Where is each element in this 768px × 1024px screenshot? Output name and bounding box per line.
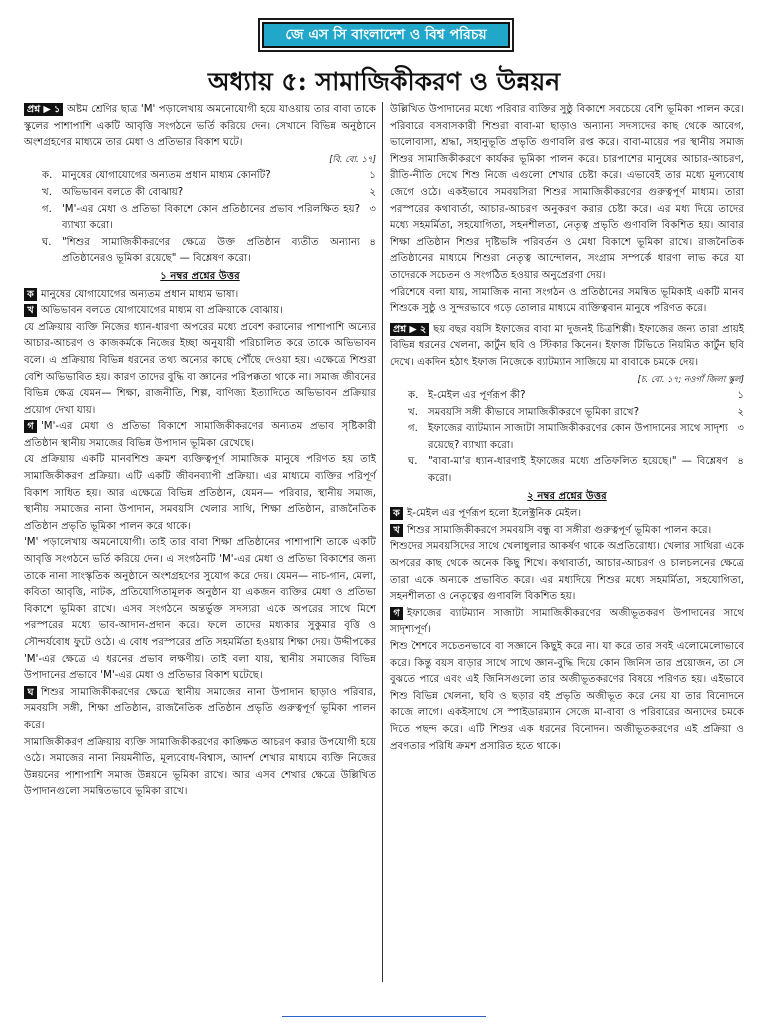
q2-part-gha-text: "বাবা-মা'র ধ্যান-ধারণাই ইফাজের মধ্যে প্রতিফলিত হয়েছে।" — বিশ্লেষণ করো। [428, 456, 728, 485]
q1-ans-gha-2: সামাজিকীকরণ প্রক্রিয়ায় ব্যক্তি সামাজিকীকরণের কাঙ্ক্ষিত আচরণ করার উপযোগী হয়ে ওঠে। সমাজের নানা নিয়মনীতি, মূল্যবোধ-বিশ্বাস, আদর্শ শেখার মাধ্যমে ব্যক্তি নিজের উন্নয়নের পাশাপাশি সমাজ উন্নয়নে ভূমিকা রাখে। আর এসব শেখার ক্ষেত্রে উল্লিখিত উপাদানগুলো সমন্বিতভাবে ভূমিকা রাখে। [24, 736, 376, 798]
q1-ans-ga-tag: গ [24, 420, 37, 433]
q1-stem: অষ্টম শ্রেণির ছাত্র 'M' পড়ালেখায় অমনোযোগী হয়ে যাওয়ায় তার বাবা তাকে স্কুলের পাশাপাশি একটি আবৃত্তি সংগঠনে ভর্তি করিয়ে দেন। সেখানে বিভিন্ন অনুষ্ঠানে অংশগ্রহণের মাধ্যমে তার মেধা ও প্রতিভার বিকাশ ঘটে। [24, 104, 376, 149]
q1-ans-kha-2: যে প্রক্রিয়ায় ব্যক্তি নিজের ধ্যান-ধারণা অপরের মধ্যে প্রবেশ করানোর পাশাপাশি অন্যের আচার-আচরণ ও কাজকর্মকে নিজের ইচ্ছা অনুযায়ী পরিচালিত করে তাকে অভিভাবন বলে। এ প্রক্রিয়ায় বিভিন্ন ধরনের তথ্য অন্যের কাছে পৌঁছে দেওয়া হয়। এক্ষেত্রে শিশুরা বেশি অভিভাবিত হয়। কারণ তাদের বুদ্ধি বা জ্ঞানের পরিপক্কতা থাকে না। সমাজ জীবনের বিভিন্ন ক্ষেত্র যেমন— শিক্ষা, রাজনীতি, শিল্প, বাণিজ্য ইত্যাদিতে অভিভাবন প্রক্রিয়ার প্রয়োগ দেখা যায়। [24, 321, 376, 416]
q1-part-ga-key: গ. [42, 203, 52, 215]
q2-ans-ga-tag: গ [390, 607, 403, 620]
q2-part-ka-key: ক. [408, 390, 419, 402]
q2-ans-ga-1-text: ইফাজের ব্যাটম্যান সাজাটা সামাজিকীকরণের অজীভূতকরণ উপাদানের সাথে সাদৃশ্যপূর্ণ। [390, 607, 744, 636]
q2-tag: প্রশ্ন ▶ ২ [390, 323, 429, 336]
q1-part-ga [24, 202, 376, 235]
q2-part-gha [390, 454, 744, 487]
q2-part-ga-marks: ৩ [737, 423, 744, 435]
q1-part-gha-key: ঘ. [42, 236, 52, 248]
column-divider [382, 102, 383, 982]
q1-part-kha-marks: ২ [369, 186, 376, 198]
q1-part-ka-key: ক. [42, 170, 53, 182]
q2-part-kha-text: সমবয়সি সঙ্গী কীভাবে সামাজিকীকরণে ভূমিকা রাখে? [428, 406, 639, 418]
q1-ans-kha-1-text: অভিভাবন বলতে যোগাযোগের মাধ্যম বা প্রক্রিয়াকে বোঝায়। [41, 305, 283, 317]
q1-part-ka-marks: ১ [369, 170, 376, 182]
bottom-rule [282, 1016, 486, 1017]
q2-part-ga-text: ইফাজের ব্যাটম্যান সাজাটা সামাজিকীকরণের কোন উপাদানের সাথে সাদৃশ্য রয়েছে? ব্যাখ্যা করো। [428, 423, 728, 451]
left-column [24, 102, 376, 801]
q2-ans-kha-1-text: শিশুর সামাজিকীকরণে সমবয়সি বন্ধু বা সঙ্গীরা গুরুত্বপূর্ণ ভূমিকা পালন করে। [407, 524, 712, 536]
right-column [390, 102, 744, 755]
q1-ans-gha-3: উল্লিখিত উপাদানের মধ্যে পরিবার ব্যক্তির সুষ্ঠু বিকাশে সবচেয়ে বেশি ভূমিকা পালন করে। পরিবারে বসবাসকারী শিশুরা বাবা-মা ছাড়াও অন্যান্য সদস্যদের কাছ থেকে আবেগ, ভালোবাসা, শ্রদ্ধা, সহানুভূতি প্রভৃতি গুণাবলি রপ্ত করে। বাবা-মায়ের পর স্থানীয় সমাজ শিশুর সামাজিকীকরণে কার্যকর ভূমিকা পালন করে। চারপাশের মানুষের আচার-আচরণ, রীতি-নীতি দেখে শিশু নিজে এগুলো শেখার চেষ্টা করে। এভাবেই তার মধ্যে মূল্যবোধ জেগে ওঠে। একইভাবে সমবয়সিরা শিশুর সামাজিকীকরণের গুরুত্বপূর্ণ মাধ্যম। তারা পরস্পরের কথাবার্তা, আচার-আচরণ অনুকরণ করার চেষ্টা করে। এর মধ্য দিয়ে তাদের মধ্যে সহমর্মিতা, সহযোগিতা, সহনশীলতা, নেতৃত্ব প্রভৃতি গুণাবলি বিকশিত হয়। আবার শিক্ষা প্রতিষ্ঠান শিশুর দৃষ্টিভঙ্গি পরিবর্তন ও মেধা বিকাশে ভূমিকা রাখে। রাজনৈতিক প্রতিষ্ঠানের মাধ্যমে শিশুরা নেতৃত্ব আন্দোলন, সংগ্রাম সম্পর্কে ধারণা লাভ করে যা তাদেরকে সচেতন ও সংগঠিত হওয়ার অনুপ্রেরণা দেয়। [390, 104, 744, 281]
q1-part-gha-text: "শিশুর সামাজিকীকরণের ক্ষেত্রে উক্ত প্রতিষ্ঠান ব্যতীত অন্যান্য প্রতিষ্ঠানেরও ভূমিকা রয়েছে" — বিশ্লেষণ করো। [62, 236, 360, 265]
q2-part-kha [390, 405, 744, 422]
q1-ans-ga-2: যে প্রক্রিয়ায় একটি মানবশিশু ক্রমশ ব্যক্তিত্বপূর্ণ সামাজিক মানুষে পরিণত হয় তাই সামাজিকীকরণ প্রক্রিয়া। এটি একটি জীবনব্যাপী প্রক্রিয়া। এর মাধ্যমে ব্যক্তির পরিপূর্ণ বিকাশ সাধিত হয়। আর এক্ষেত্রে বিভিন্ন প্রতিষ্ঠান, যেমন— পরিবার, স্থানীয় সমাজ, স্থানীয় সমাজের নানা উপাদান, সমবয়সি খেলার সাথি, শিক্ষা প্রতিষ্ঠান, রাজনৈতিক প্রতিষ্ঠান প্রভৃতি ভূমিকা পালন করে থাকে। [24, 454, 376, 532]
q2-part-ga-key: গ. [408, 423, 418, 435]
q2-part-ka-text: ই-মেইল এর পূর্ণরূপ কী? [428, 390, 526, 402]
q2-part-gha-key: ঘ. [408, 456, 418, 468]
q1-ans-ga-3: 'M' পড়ালেখায় অমনোযোগী। তাই তার বাবা শিক্ষা প্রতিষ্ঠানের পাশাপাশি তাকে একটি আবৃত্তি সংগঠনে ভর্তি করিয়ে দেন। এ সংগঠনটি 'M'-এর মেধা ও প্রতিভা বিকাশের জন্য তাকে নানা সাংস্কৃতিক অনুষ্ঠানে অংশগ্রহণের সুযোগ করে দেয়। যেমন— নাচ-গান, মেলা, কবিতা আবৃত্তি, নাটক, প্রতিযোগিতামূলক অনুষ্ঠান যা একজন ব্যক্তির মেধা ও প্রতিভা বিকাশে ভূমিকা রাখে। এসব সংগঠনে অন্তর্ভুক্ত সদস্যরা একে অপরের সাথে মিশে পরস্পরের মধ্যে ভাব-আদান-প্রদান করে। ফলে তাদের মধ্যকার সুকুমার বৃত্তি ও সৌন্দর্যবোধ ফুটে ওঠে। এ বোধ পরস্পরের প্রতি সহমর্মিতা হওয়ায় শিক্ষা দেয়। উদ্দীপকের 'M'-এর ক্ষেত্রে এ ধরনের প্রভাব লক্ষণীয়। তাই বলা যায়, স্থানীয় সমাজের বিভিন্ন উপাদানের প্রভাবে 'M'-এর মেধা ও প্রতিভার বিকাশ ঘটেছে। [24, 537, 376, 682]
q2-part-ga [390, 421, 744, 454]
q2-part-kha-key: খ. [408, 406, 418, 418]
q1-part-gha-marks: ৪ [369, 236, 376, 248]
q1-part-kha [24, 185, 376, 202]
q1-part-ka-text: মানুষের যোগাযোগের অন্যতম প্রধান মাধ্যম কোনটি? [62, 170, 271, 182]
q1-ans-gha-4: পরিশেষে বলা যায়, সামাজিক নানা সংগঠন ও প্রতিষ্ঠানের সমন্বিত ভূমিকাই একটি মানব শিশুকে সুষ্ঠু ও সুন্দরভাবে গড়ে তোলার মাধ্যমে ব্যক্তিত্ববান মানুষে পরিণত করে। [390, 286, 744, 315]
q2-ans-kha-1 [390, 523, 744, 540]
q2-ans-ga-1 [390, 606, 744, 639]
q1-ans-ga-1-text: 'M'-এর মেধা ও প্রতিভা বিকাশে সামাজিকীকরণের অন্যতম প্রভাব সৃষ্টিকারী প্রতিষ্ঠান স্থানীয় সমাজের বিভিন্ন উপাদান ভূমিকা রেখেছে। [24, 421, 376, 449]
q1-stem-para [24, 102, 376, 152]
q2-part-ka-marks: ১ [737, 390, 744, 402]
q1-part-kha-text: অভিভাবন বলতে কী বোঝায়? [62, 186, 184, 198]
q1-ans-ka [24, 287, 376, 304]
chapter-title: অধ্যায় ৫: সামাজিকীকরণ ও উন্নয়ন [207, 67, 561, 96]
q1-answer-heading: ১ নম্বর প্রশ্নের উত্তর [160, 270, 240, 282]
q2-stem-para [390, 322, 744, 372]
q2-stem: ছয় বছর বয়সি ইফাজের বাবা মা দুজনই চিত্রশিল্পী। ইফাজের জন্য তারা প্রায়ই বিভিন্ন ধরনের খেলনা, কার্টুন ছবি ও স্টিকার কিনেন। ইফাজ টিভিতে নিয়মিত কার্টুন ছবি দেখে। একদিন হঠাৎ ইফাজ নিজেকে ব্যাটম্যান সাজিয়ে মা বাবাকে চমকে দেয়। [390, 323, 744, 368]
q1-part-ga-marks: ৩ [369, 203, 376, 215]
q2-part-gha-marks: ৪ [737, 456, 744, 468]
q1-part-ka [24, 168, 376, 185]
q1-ans-kha-1 [24, 303, 376, 320]
q1-tag: প্রশ্ন ▶ ১ [24, 103, 63, 116]
q1-ans-gha-1-text: শিশুর সামাজিকীকরণের ক্ষেত্রে স্থানীয় সমাজের নানা উপাদান ছাড়াও পরিবার, সমবয়সি সঙ্গী, শিক্ষা প্রতিষ্ঠান, রাজনৈতিক প্রতিষ্ঠান প্রভৃতি গুরুত্বপূর্ণ ভূমিকা পালন করে। [24, 686, 376, 731]
q1-ans-ka-tag: ক [24, 288, 37, 301]
q1-part-kha-key: খ. [42, 186, 52, 198]
q1-ans-ka-text: মানুষের যোগাযোগের অন্যতম প্রধান মাধ্যম ভাষা। [41, 288, 239, 300]
q2-ans-ka [390, 506, 744, 523]
q1-ans-kha-tag: খ [24, 304, 37, 317]
q1-part-gha [24, 235, 376, 268]
q2-part-kha-marks: ২ [737, 406, 744, 418]
q1-part-ga-text: 'M'-এর মেধা ও প্রতিভা বিকাশে কোন প্রতিষ্ঠানের প্রভাব পরিলক্ষিত হয়? ব্যাখ্যা করো। [62, 203, 360, 232]
q1-ans-gha-1 [24, 685, 376, 735]
subject-banner-frame [258, 18, 514, 52]
q2-part-ka [390, 388, 744, 405]
q2-answer-heading: ২ নম্বর প্রশ্নের উত্তর [527, 490, 607, 502]
q2-ans-ka-tag: ক [390, 507, 403, 520]
q2-ans-kha-2: শিশুদের সমবয়সিদের সাথে খেলাধুলার আকর্ষণ থাকে অপ্রতিরোধ্য। খেলার সাথিরা একে অপরের কাছ থেকে অনেক কিছু শিখে। কথাবার্তা, আচার-আচরণ ও চালচলনের ক্ষেত্রে তারা একে অন্যকে প্রভাবিত করে। এর মধ্যদিয়ে শিশুর মধ্যে সহমর্মিতা, সহযোগিতা, সহনশীলতা ও নেতৃত্বের গুণাবলি বিকশিত হয়। [390, 541, 744, 603]
q1-source: [বি. বো. ১৭] [329, 154, 376, 165]
q2-ans-ka-text: ই-মেইল এর পূর্ণরূপ হলো ইলেক্ট্রনিক মেইল। [407, 508, 582, 520]
q2-ans-kha-tag: খ [390, 524, 403, 537]
q1-ans-gha-tag: ঘ [24, 686, 37, 699]
q2-ans-ga-2: শিশু শৈশবে সচেতনভাবে বা সজ্ঞানে কিছুই করে না। যা করে তার সবই এলোমেলোভাবে করে। কিন্তু বয়স বাড়ার সাথে সাথে জ্ঞান-বুদ্ধি দিয়ে কোন জিনিস তার প্রয়োজন, তা সে বুঝতে পারে এবং এই জিনিসগুলো তার অজীভূতকরণের বিষয়ে পরিণত হয়। এইভাবে শিশু বিভিন্ন খেলনা, ছবি ও ছড়ার বই প্রভৃতি অজীভূত করে নেয় যা তার বিনোদনে কাজে লাগে। একইসাথে সে স্পাইডারম্যান সেজে মা-বাবা ও পরিবারের অন্যদের চমকে দিতে পছন্দ করে। এটি শিশুর এক ধরনের বিনোদন। অজীভূতকরণের এই প্রক্রিয়া ও প্রবণতার পরিধি ক্রমশ প্রসারিত হতে থাকে। [390, 641, 744, 752]
subject-banner: জে এস সি বাংলাদেশ ও বিশ্ব পরিচয় [262, 22, 510, 48]
q1-ans-ga-1 [24, 419, 376, 452]
q2-source: [চ. বো. ১৭; নওগাঁ জিলা স্কুল] [637, 374, 744, 385]
